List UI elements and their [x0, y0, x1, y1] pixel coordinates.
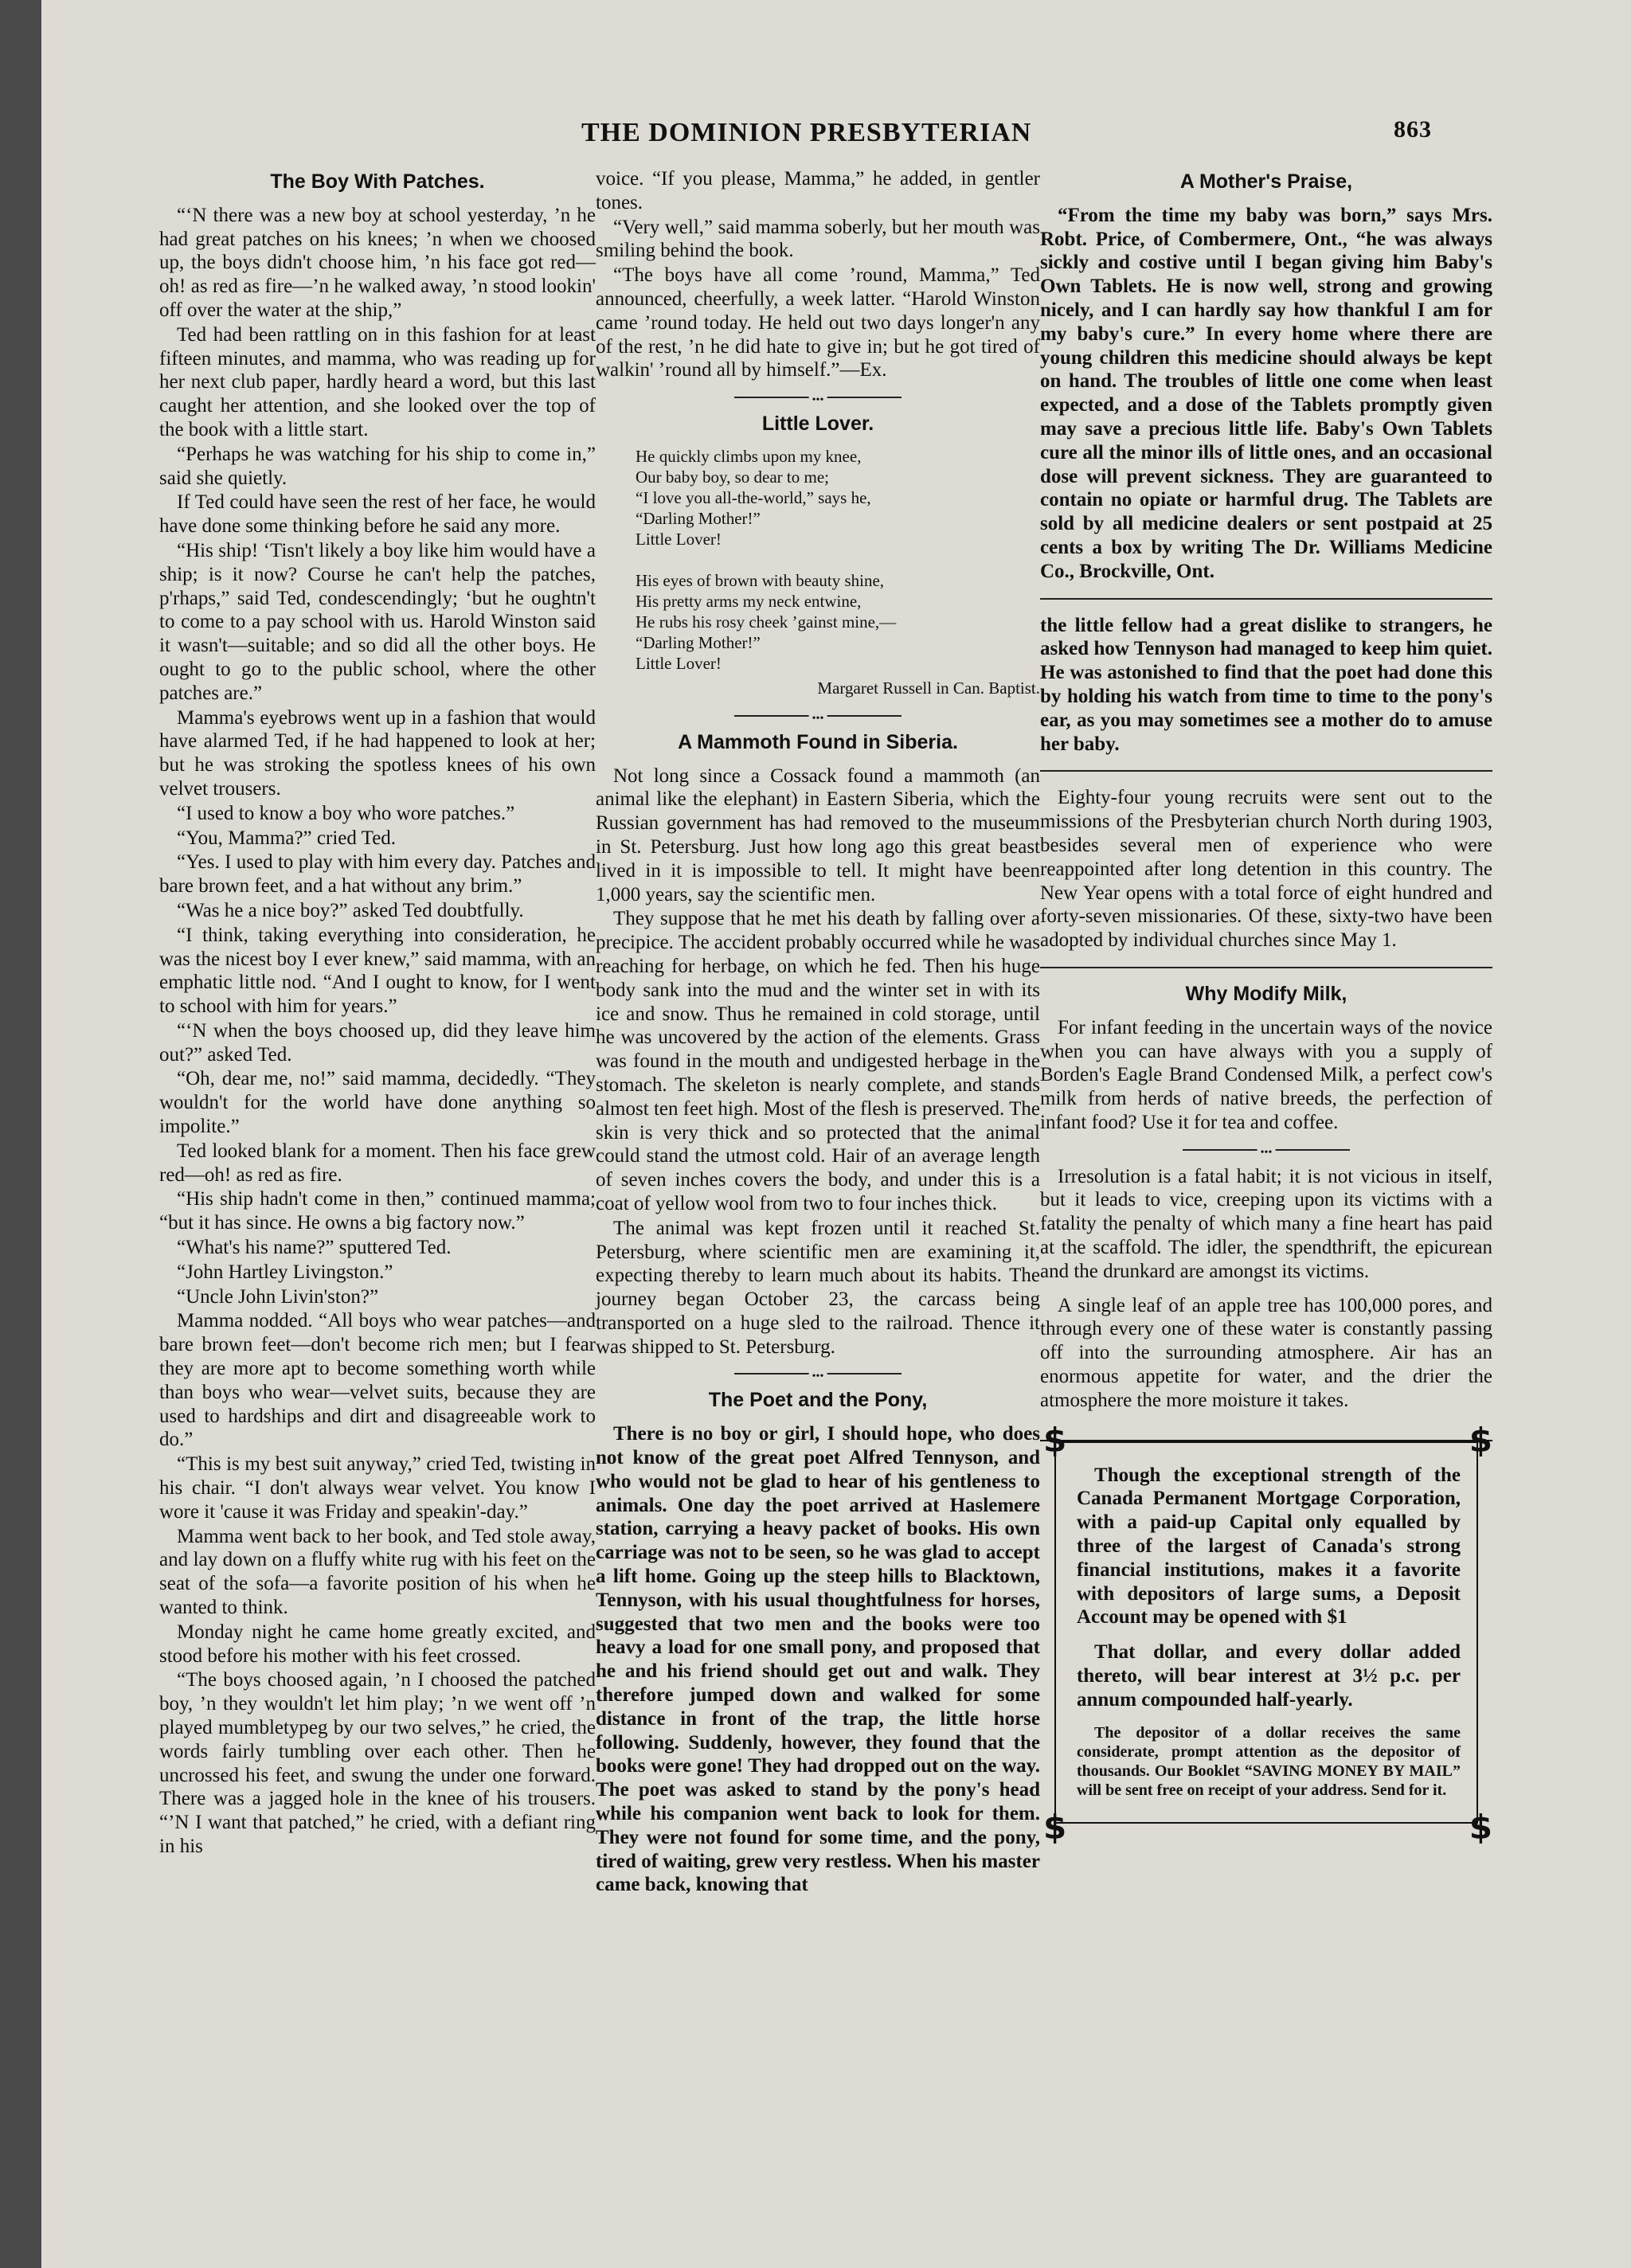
article-paragraph: There is no boy or girl, I should hope, who does not know of the great poet Alfred Tennyson, and who would not be glad to hear of his gentleness to animals. One day the poet arrived at Haslemere station, carrying a heavy packet of books. His own carriage was not to be seen, so he was glad to accept a lift home. Going up the steep hills to Blacktown, Tennyson, with his usual thoughtfulness for horses, suggested that two men and the books were too heavy a load for one small pony, and proposed that he and his friend should get out and walk. They therefore jumped down and walked for some distance in front of the trap, the little horse following. Suddenly, however, they found that the books were gone! They had dropped out on the way. The poet was asked to stand by the pony's head while his companion went back to look for them. They were not found for some time, and the pony, tired of waiting, grew very restless. When his master came back, knowing that — [596, 1423, 1040, 1896]
article-paragraph: Irresolution is a fatal habit; it is not vicious in itself, but it leads to vice, creeping upon its victims with a fatality the penalty of which many a fine heart has paid at the scaffold. The idler, the spendthrift, the epicurean and the drunkard are amongst its victims. — [1040, 1165, 1492, 1282]
article-paragraph: “‘N when the boys choosed up, did they leave him out?” asked Ted. — [159, 1019, 596, 1066]
ad-text — [1058, 1464, 1475, 1800]
advertisement — [1040, 1420, 1492, 1847]
article-paragraph: the little fellow had a great dislike to strangers, he asked how Tennyson had managed to keep him quiet. He was astonished to find that the poet had done this by holding his watch from time to time to the pony's ear, as you may sometimes see a mother do to amuse her baby. — [1040, 614, 1492, 755]
poem-author: Margaret Russell in Can. Baptist. — [817, 678, 1040, 698]
article-paragraph: Eighty-four young recruits were sent out to the missions of the Presbyterian church North during 1903, besides several men of experience who were reappointed after long detention in this country. The New Year opens with a total force of eight hundred and forty-seven missionaries. Of these, sixty-two have been adopted by individual churches since May 1. — [1040, 787, 1492, 952]
article-paragraph: Mamma nodded. “All boys who wear patches—and bare brown feet—don't become rich men; but I fear they are more apt to become something worth while than boys who wear—velvet suits, because they are used to hardships and dirt and disagreeable work to do.” — [159, 1310, 596, 1451]
article-continuation — [596, 167, 1040, 382]
ad-paragraph: Though the exceptional strength of the Canada Permanent Mortgage Corporation, with a paid-up Capital only equalled by three of the largest of Canada's strong financial institutions, makes it a favorite with depositors of large sums, a Deposit Account may be opened with $1 — [1077, 1464, 1461, 1629]
poem-title: Little Lover. — [761, 413, 874, 436]
article-body — [159, 204, 596, 1859]
newspaper-page — [41, 0, 1631, 2268]
article-paragraph: “Perhaps he was watching for his ship to come in,” said she quietly. — [159, 443, 596, 489]
column-1 — [159, 167, 596, 1859]
dollar-sign-icon: $ — [1043, 1807, 1067, 1847]
article-title: A Mammoth Found in Siberia. — [678, 730, 958, 753]
article-paragraph: Monday night he came home greatly excited, and stood before his mother with his feet crossed. — [159, 1621, 596, 1667]
article-body — [596, 764, 1040, 1359]
article-paragraph: “Very well,” said mamma soberly, but her mouth was smiling behind the book. — [596, 216, 1040, 262]
article-title: Why Modify Milk, — [1185, 982, 1347, 1005]
article-paragraph: Mamma's eyebrows went up in a fashion that would have alarmed Ted, if he had happened to look at her; but he was stroking the spotless knees of his own velvet trousers. — [159, 706, 596, 800]
article-paragraph: They suppose that he met his death by falling over a precipice. The accident probably occurred while he was reaching for herbage, on which he fed. Then his huge body sank into the mud and the winter set in with its ice and snow. Thus he remained in cold storage, until he was uncovered by the action of the elements. Grass was found in the mouth and undigested herbage in the stomach. The skeleton is nearly complete, and stands almost ten feet high. Most of the flesh is preserved. The skin is very thick and so protected that the animal could stand the utmost cold. Hair of an average length of seven inches covers the body, and under this is a coat of yellow wool from two to four inches thick. — [596, 908, 1040, 1214]
column-3 — [1040, 167, 1492, 1847]
dollar-sign-icon: $ — [1043, 1420, 1067, 1460]
ad-paragraph: The depositor of a dollar receives the same considerate, prompt attention as the depositor of thousands. Our Booklet “SAVING MONEY BY MAIL” will be sent free on receipt of your address. Send for it. — [1077, 1723, 1461, 1799]
article-paragraph: “Uncle John Livin'ston?” — [177, 1285, 379, 1308]
divider — [734, 397, 902, 398]
article-paragraph: “The boys have all come ’round, Mamma,” Ted announced, cheerfully, a week latter. “Harold Winston came ’round today. He held out two days longer'n any of the rest, ’n he did hate to give in; but he got tired of walkin' ’round all by himself.”—Ex. — [596, 264, 1040, 381]
article-paragraph: “‘N there was a new boy at school yesterday, ’n he had great patches on his knees; ’n when we choosed up, the boys didn't choose him, ’n his face got red—oh! as red as fire—’n he walked away, ’n stood lookin' off over the water at the ship,” — [159, 204, 596, 321]
article-paragraph: For infant feeding in the uncertain ways of the novice when you can have always with you a supply of Borden's Eagle Brand Condensed Milk, a perfect cow's milk from herds of native breeds, the perfection of infant food? Use it for tea and coffee. — [1040, 1016, 1492, 1133]
poem-stanza: His eyes of brown with beauty shine, His pretty arms my neck entwine, He rubs his rosy cheek ’gainst mine,— “Darling Mother!” Little Lover! — [636, 570, 897, 673]
article-paragraph: “Oh, dear me, no!” said mamma, decidedly. “They wouldn't for the world have done anything so impolite.” — [159, 1068, 596, 1138]
divider — [1040, 770, 1492, 772]
divider — [734, 1373, 902, 1374]
article-paragraph: “I think, taking everything into consideration, he was the nicest boy I ever knew,” said mamma, with an emphatic little nod. “And I ought to know, for I went to school with him for years.” — [159, 924, 596, 1018]
page-number: 863 — [1394, 116, 1432, 143]
article-paragraph: If Ted could have seen the rest of her face, he would have done some thinking before he said any more. — [159, 491, 596, 538]
article-paragraph: “This is my best suit anyway,” cried Ted, twisting in his chair. “I don't always wear velvet. You know I wore it 'cause it was Friday and speakin'-day.” — [159, 1453, 596, 1523]
article-paragraph: “You, Mamma?” cried Ted. — [177, 827, 397, 849]
divider — [1183, 1149, 1350, 1151]
article-title: A Mother's Praise, — [1179, 170, 1353, 193]
article-paragraph: Ted looked blank for a moment. Then his face grew red—oh! as red as fire. — [159, 1140, 596, 1186]
article-paragraph: A single leaf of an apple tree has 100,000 pores, and through every one of these water is constantly passing off into the surrounding atmosphere. Air has an enormous appetite for water, and the drier the atmosphere the more moisture it takes. — [1040, 1294, 1492, 1411]
article-paragraph: Ted had been rattling on in this fashion for at least fifteen minutes, and mamma, who was reading up for her next club paper, hardly heard a word, but this last caught her attention, and she looked over the top of the book with a little start. — [159, 323, 596, 440]
article-paragraph: “His ship! ‘Tisn't likely a boy like him would have a ship; is it now? Course he can't help the patches, p'rhaps,” said Ted, condescendingly; ‘but he oughtn't to come to a pay school with us. Harold Winston said it wasn't—suitable; and so did all the other boys. He ought to go to the public school, where the other patches are.” — [159, 539, 596, 704]
article-paragraph: “Was he a nice boy?” asked Ted doubtfully. — [177, 899, 524, 921]
divider — [734, 715, 902, 717]
poem-stanza: He quickly climbs upon my knee, Our baby boy, so dear to me; “I love you all-the-world,” says he, “Darling Mother!” Little Lover! — [636, 446, 871, 549]
dollar-sign-icon: $ — [1469, 1807, 1492, 1847]
ad-paragraph: That dollar, and every dollar added thereto, will bear interest at 3½ p.c. per annum compounded half-yearly. — [1077, 1641, 1461, 1711]
column-2 — [596, 167, 1040, 1898]
article-paragraph: “What's his name?” sputtered Ted. — [177, 1237, 452, 1259]
article-paragraph: “The boys choosed again, ’n I choosed the patched boy, ’n they wouldn't let him play; ’n we went off ’n played mumbletypeg by our two selves,” he cried, the words fairly tumbling over each other. Then he uncrossed his feet, and swung the under one forward. There was a jagged hole in the knee of his trousers. “’N I want that patched,” he cried, with a defiant ring in his — [159, 1669, 596, 1857]
article-paragraph: Mamma went back to her book, and Ted stole away, and lay down on a fluffy white rug with his feet on the seat of the sofa—a favorite position of his when he wanted to think. — [159, 1525, 596, 1619]
article-paragraph: “John Hartley Livingston.” — [177, 1261, 393, 1283]
article-title: The Boy With Patches. — [270, 170, 485, 193]
page-header-title: THE DOMINION PRESBYTERIAN — [581, 118, 1032, 147]
article-paragraph: “Yes. I used to play with him every day. Patches and bare brown feet, and a hat without any brim.” — [159, 851, 596, 897]
dollar-sign-icon: $ — [1469, 1420, 1492, 1460]
article-paragraph: Not long since a Cossack found a mammoth (an animal like the elephant) in Eastern Siberia, which the Russian government has had removed to the museum in St. Petersburg. Just how long ago this great beast lived in it is impossible to tell. It might have been 1,000 years, say the scientific men. — [596, 764, 1040, 905]
article-paragraph: “From the time my baby was born,” says Mrs. Robt. Price, of Combermere, Ont., “he was always sickly and costive until I began giving him Baby's Own Tablets. He is now well, strong and growing nicely, and I can hardly say how thankful I am for my baby's cure.” In every home where there are young children this medicine should always be kept on hand. The troubles of little one come when least expected, and a dose of the Tablets promptly given may save a precious little life. Baby's Own Tablets cure all the minor ills of little ones, and an occasional dose will prevent sickness. They are guaranteed to contain no opiate or harmful drug. The Tablets are sold by all medicine dealers or sent postpaid at 25 cents a box by writing The Dr. Williams Medicine Co., Brockville, Ont. — [1040, 204, 1492, 582]
article-paragraph: “His ship hadn't come in then,” continued mamma; “but it has since. He owns a big factory now.” — [159, 1188, 596, 1234]
article-paragraph: The animal was kept frozen until it reached St. Petersburg, where scientific men are examining it, expecting thereby to learn much about its habits. The journey began October 23, the carcass being transported on a huge sled to the railroad. Thence it was shipped to St. Petersburg. — [596, 1217, 1040, 1358]
divider — [1040, 967, 1492, 968]
divider — [1040, 598, 1492, 600]
article-paragraph: voice. “If you please, Mamma,” he added, in gentler tones. — [596, 168, 1040, 213]
article-paragraph: “I used to know a boy who wore patches.” — [177, 802, 515, 824]
article-title: The Poet and the Pony, — [708, 1389, 928, 1412]
